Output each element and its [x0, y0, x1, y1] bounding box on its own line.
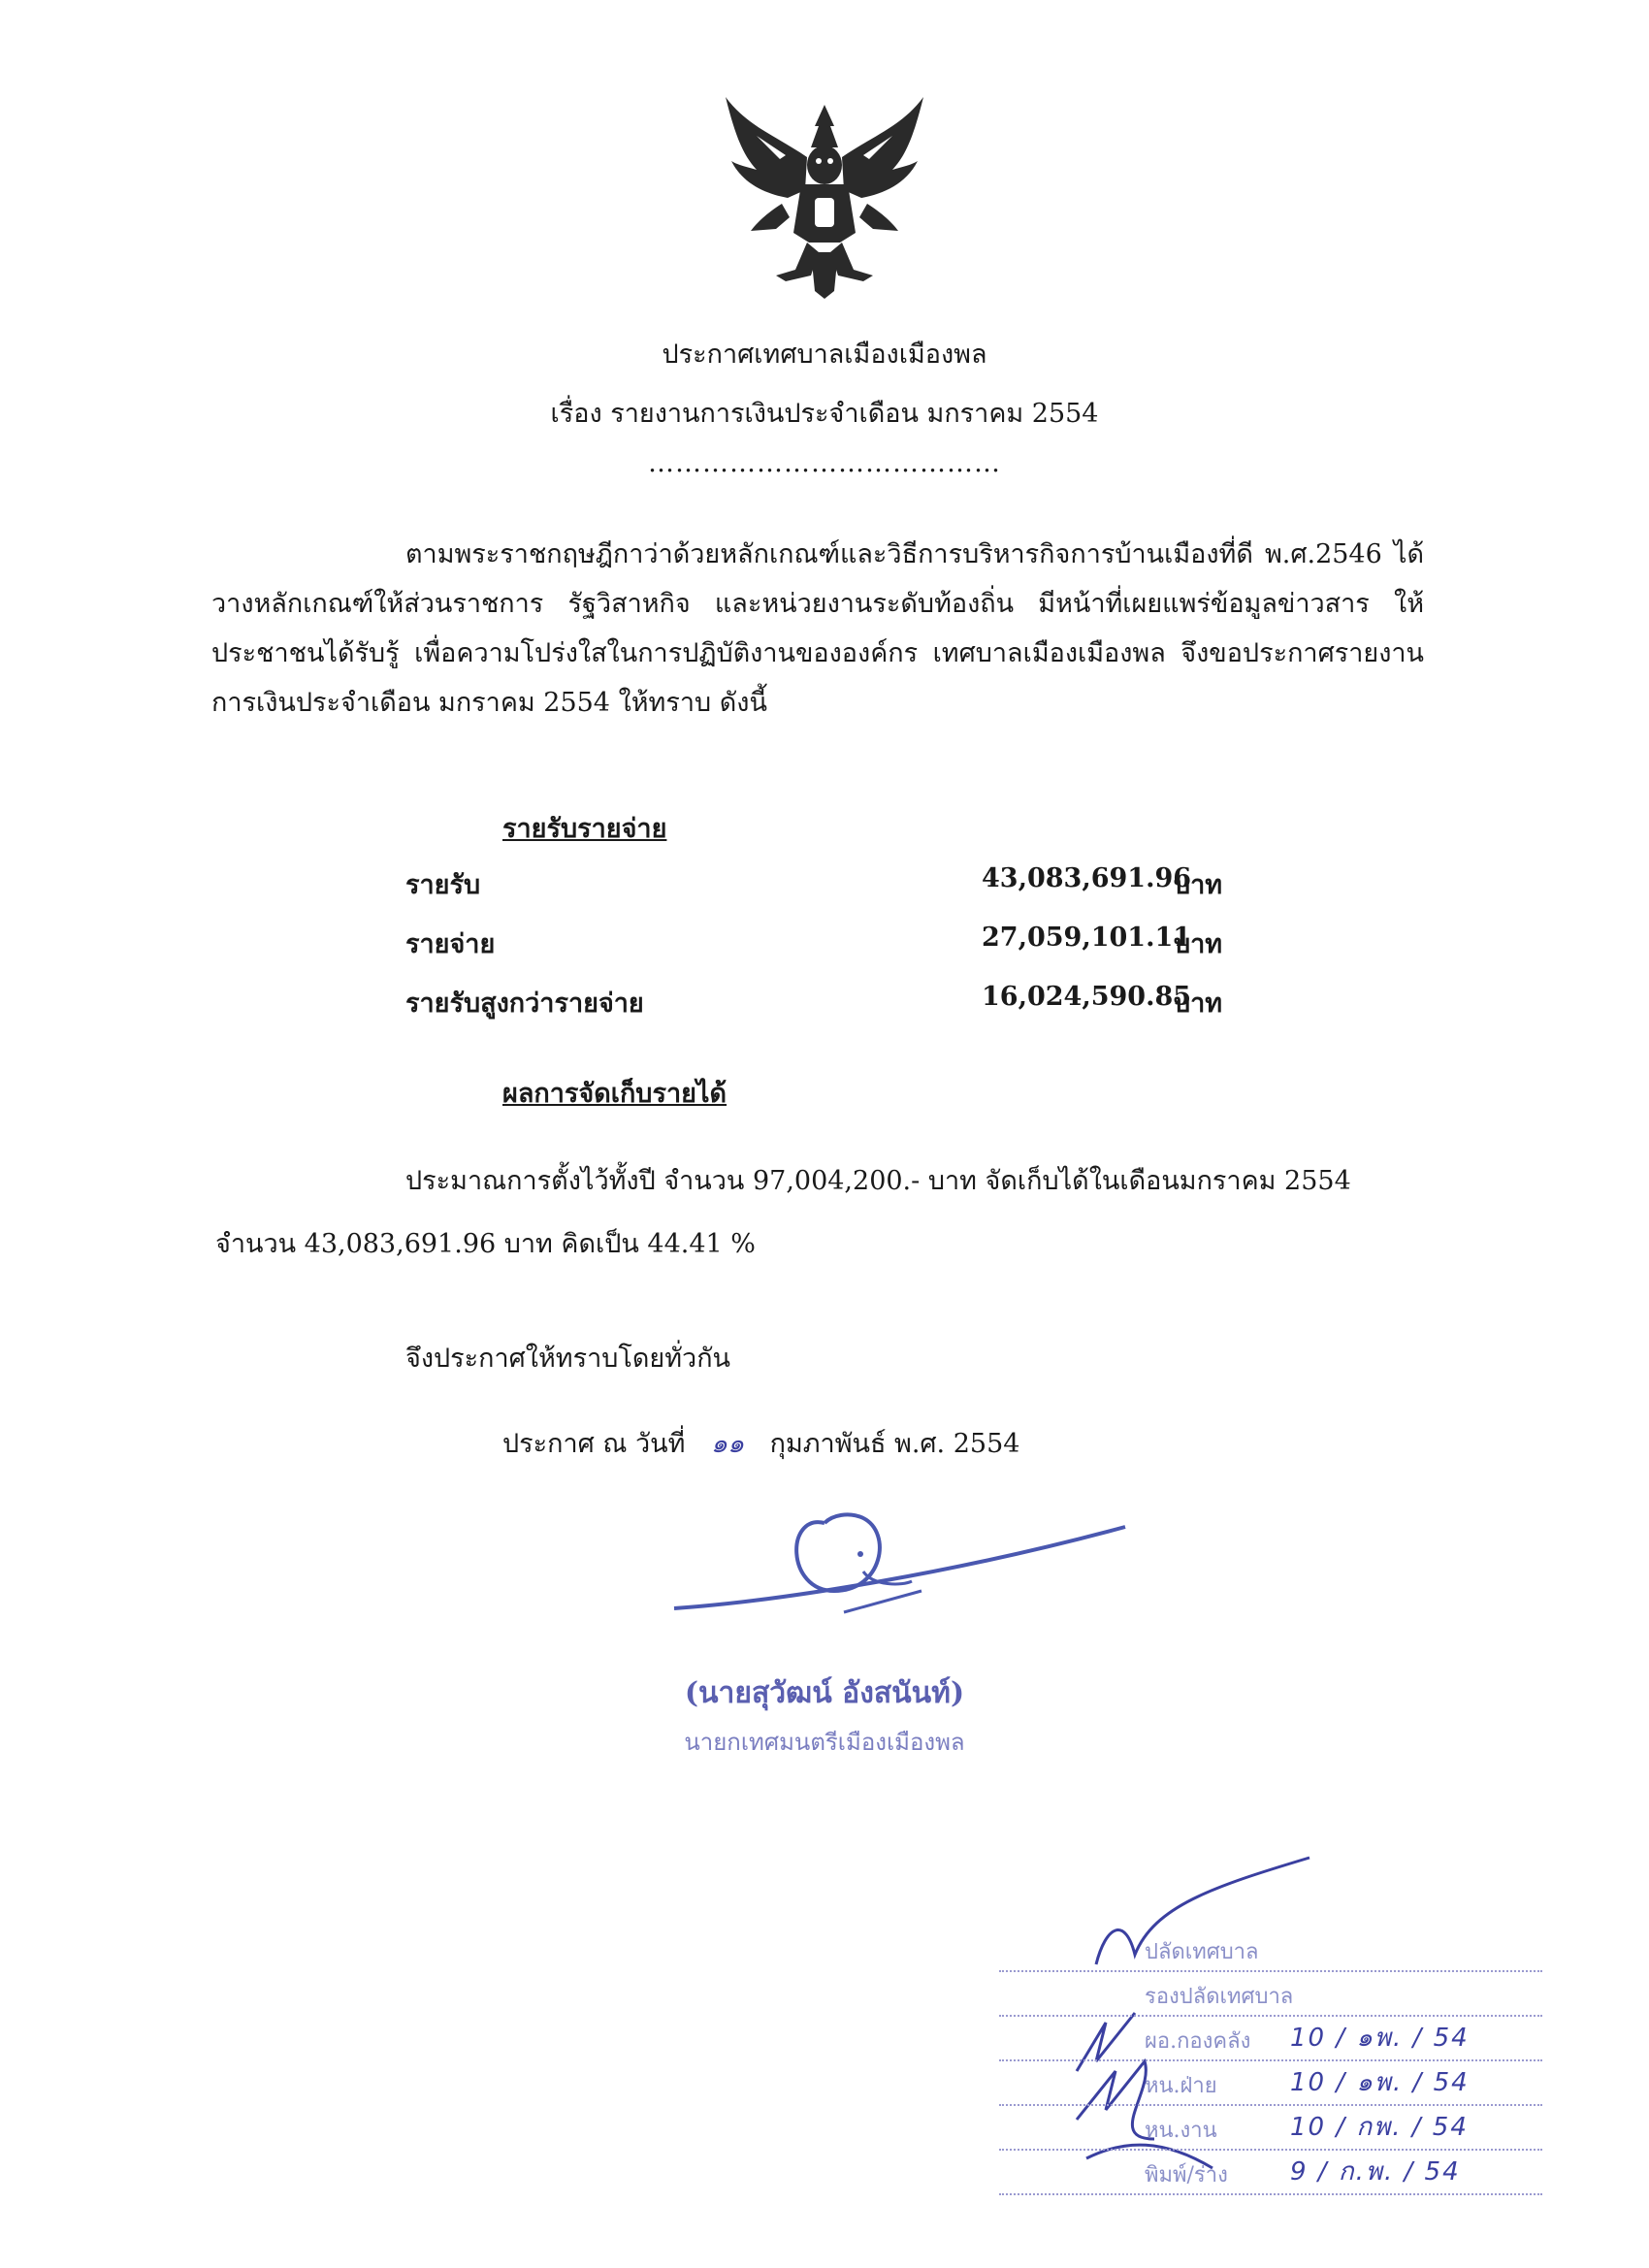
collection-line-2: จำนวน 43,083,691.96 บาท คิดเป็น 44.41 % [215, 1229, 756, 1259]
finance-row-expense [405, 923, 1240, 961]
announcement-subject: เรื่อง รายงานการเงินประจำเดือน มกราคม 2554 [550, 399, 1099, 429]
routing-row [999, 2069, 1542, 2106]
routing-date: 10 / กพ. / 54 [1290, 2113, 1469, 2142]
routing-label: หน.ฝ่าย [1145, 2074, 1217, 2098]
row-amount: 27,059,101.11 [982, 923, 1192, 953]
finance-row-income [405, 863, 1240, 902]
row-unit: บาท [1174, 929, 1223, 959]
row-unit: บาท [1174, 988, 1223, 1019]
routing-row [999, 1935, 1542, 1972]
signatory-title: นายกเทศมนตรีเมืองเมืองพล [684, 1729, 965, 1756]
routing-stamp [999, 1935, 1542, 2207]
row-label: รายจ่าย [405, 929, 496, 959]
row-amount: 43,083,691.96 [982, 863, 1192, 893]
row-label: รายรับ [405, 870, 481, 900]
routing-row [999, 2025, 1542, 2061]
separator-dots: ………………………………… [648, 448, 1001, 478]
finance-heading: รายรับรายจ่าย [502, 814, 667, 844]
date-prefix: ประกาศ ณ วันที่ [502, 1429, 686, 1459]
routing-date: 10 / ๑พ. / 54 [1290, 2068, 1470, 2097]
mayor-signature [669, 1494, 1135, 1620]
routing-row [999, 1980, 1542, 2017]
intro-text: ตามพระราชกฤษฎีกาว่าด้วยหลักเกณฑ์และวิธีการบริหารกิจการบ้านเมืองที่ดี พ.ศ.2546 ได้วางหลักเกณฑ์ให้ส่วนราชการ รัฐวิสาหกิจ และหน่วยงานระดับท้องถิ่น มีหน้าที่เผยแพร่ข้อมูลข่าวสาร ให้ประชาชนได้รับรู้ เพื่อความโปร่งใสในการปฏิบัติงานขององค์กร เทศบาลเมืองเมืองพล จึงขอประกาศรายงานการเงินประจำเดือน มกราคม 2554 ให้ทราบ ดังนี้ [211, 539, 1424, 718]
announcement-title: ประกาศเทศบาลเมืองเมืองพล [662, 340, 987, 370]
routing-label: ปลัดเทศบาล [1145, 1940, 1259, 1964]
finance-row-surplus [405, 982, 1240, 1021]
closing-announce: จึงประกาศให้ทราบโดยทั่วกัน [405, 1344, 730, 1374]
announce-date [502, 1422, 1019, 1464]
row-label: รายรับสูงกว่ารายจ่าย [405, 988, 644, 1019]
routing-label: ผอ.กองคลัง [1145, 2029, 1251, 2054]
signatory-name: (นายสุวัฒน์ อังสนันท์) [684, 1676, 965, 1710]
routing-row [999, 2158, 1542, 2195]
date-day-handwritten: ๑๑ [710, 1429, 745, 1459]
row-unit: บาท [1174, 870, 1223, 900]
intro-paragraph [211, 530, 1424, 728]
routing-date: 10 / ๑พ. / 54 [1290, 2024, 1470, 2053]
garuda-emblem-icon [718, 97, 931, 301]
collection-line-1: ประมาณการตั้งไว้ทั้งปี จำนวน 97,004,200.- บาท จัดเก็บได้ในเดือนมกราคม 2554 [405, 1166, 1351, 1196]
routing-date: 9 / ก.พ. / 54 [1290, 2157, 1461, 2187]
routing-label: พิมพ์/ร่าง [1145, 2163, 1228, 2187]
date-suffix: กุมภาพันธ์ พ.ศ. 2554 [769, 1429, 1020, 1459]
collection-heading: ผลการจัดเก็บรายได้ [502, 1079, 728, 1109]
routing-label: หน.งาน [1145, 2119, 1217, 2143]
routing-row [999, 2114, 1542, 2151]
routing-label: รองปลัดเทศบาล [1145, 1985, 1294, 2009]
row-amount: 16,024,590.85 [982, 982, 1192, 1012]
